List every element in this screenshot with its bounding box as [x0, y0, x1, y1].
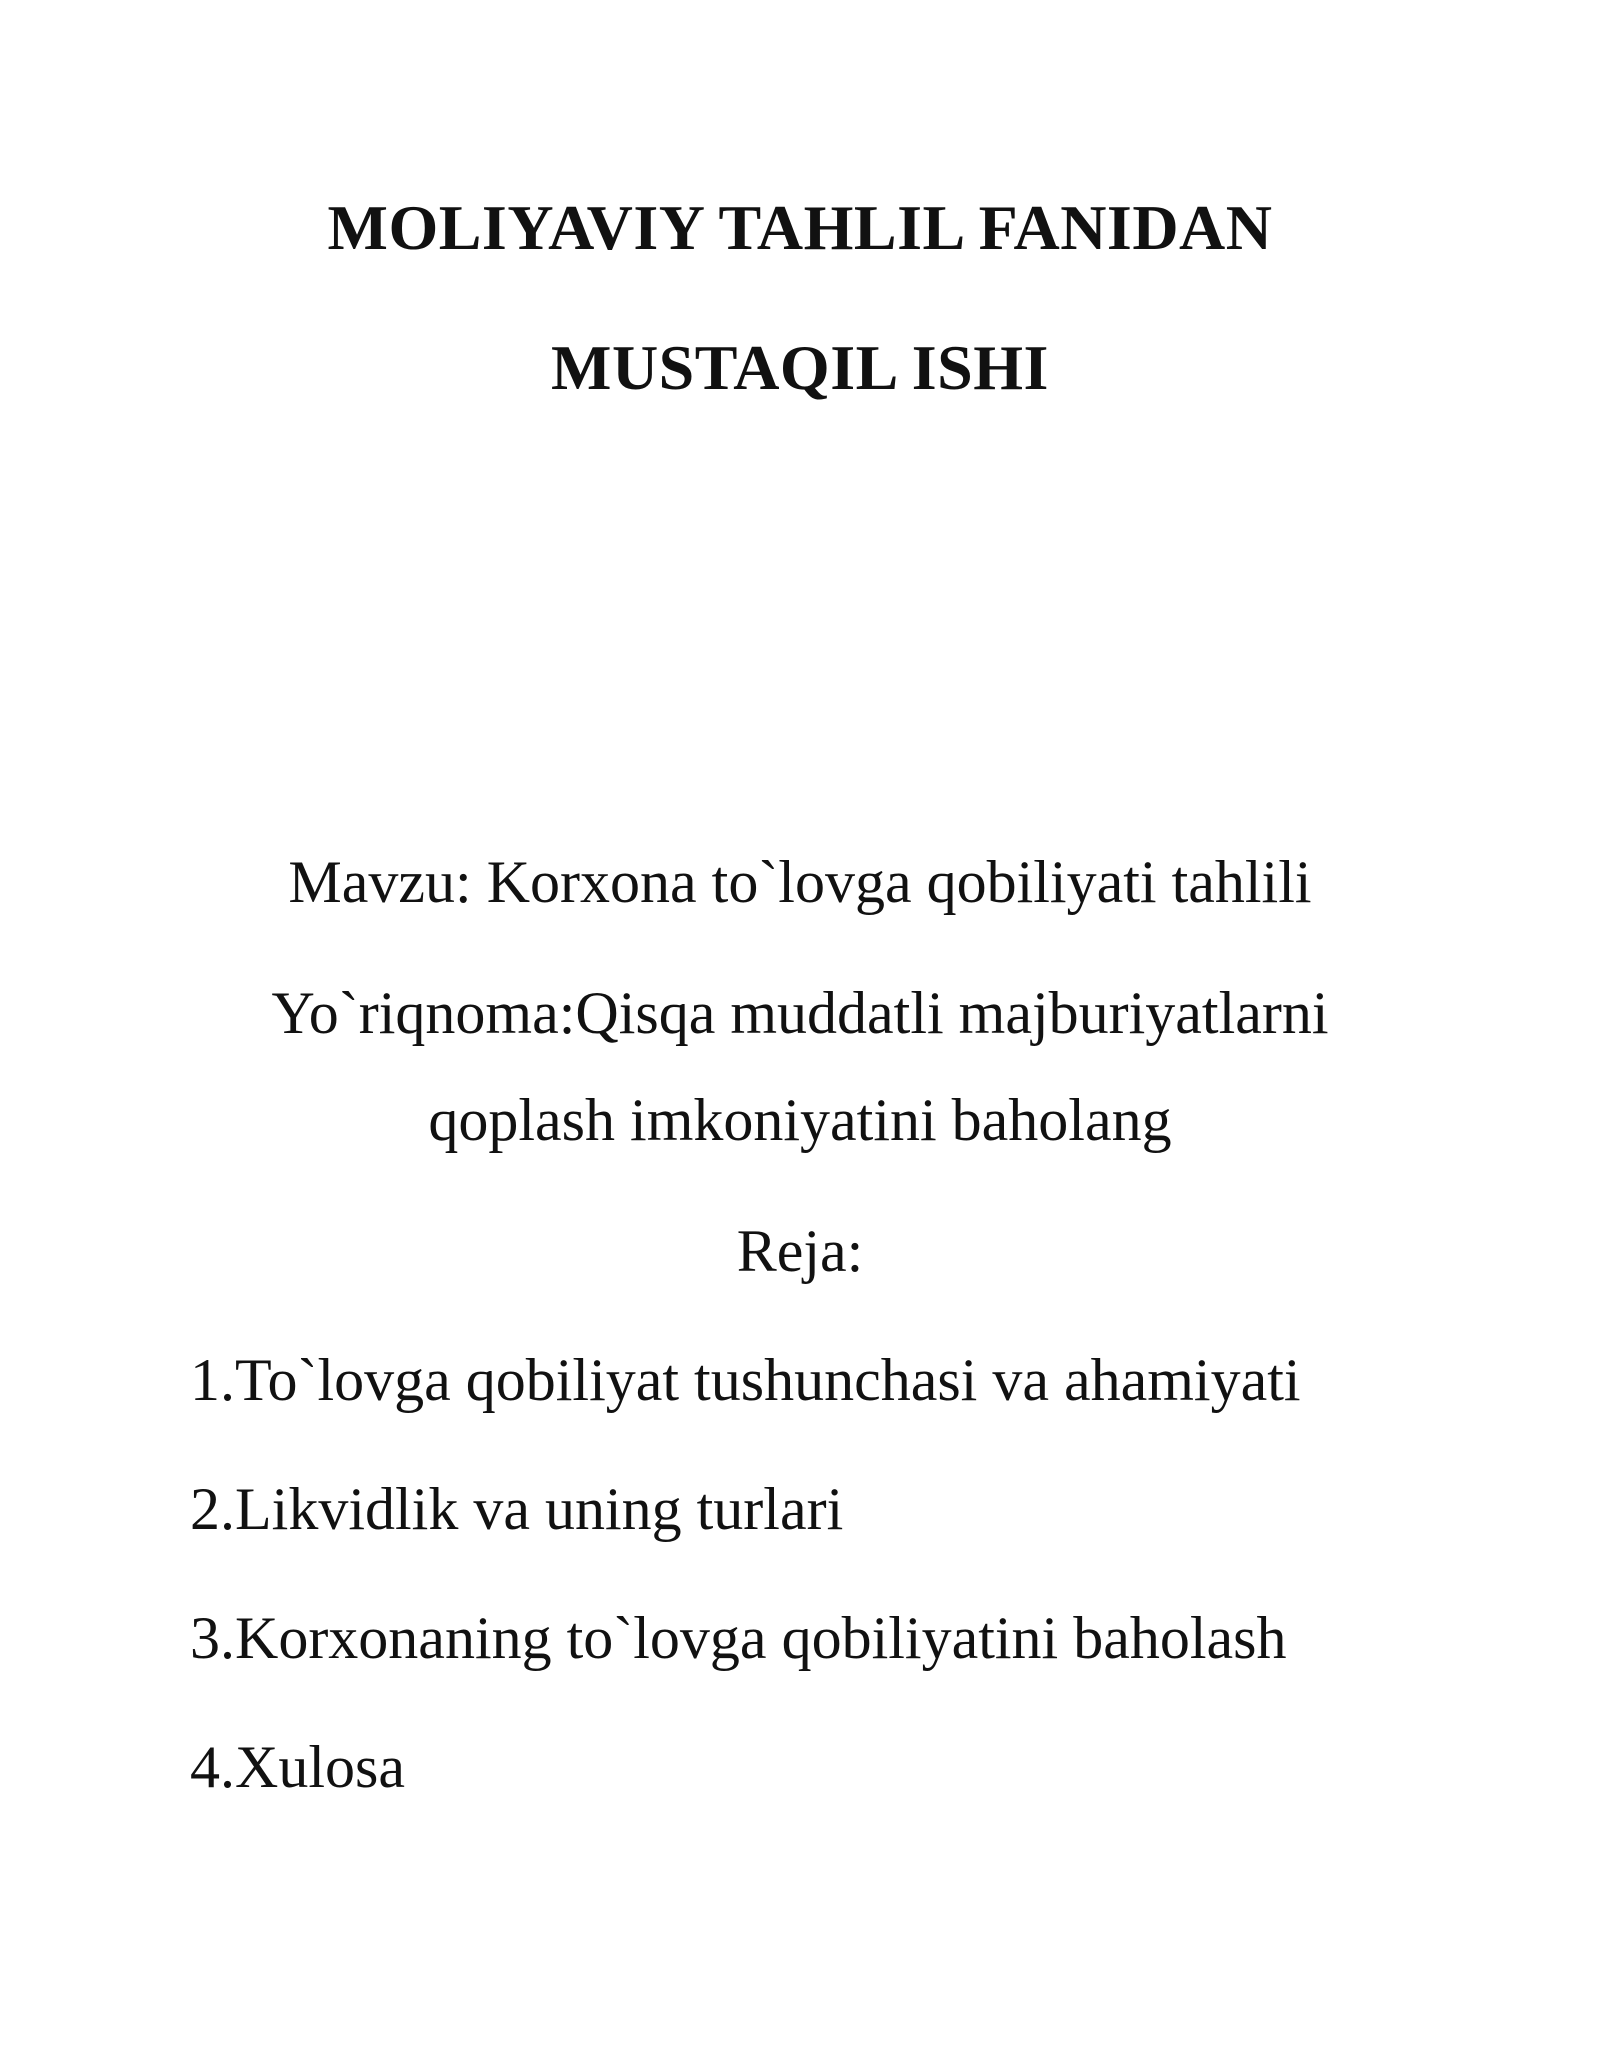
plan-list-item: 1.To`lovga qobiliyat tushunchasi va ahamiyati	[190, 1347, 1301, 1413]
instruction-text-line-2: qoplash imkoniyatini baholang	[428, 1087, 1172, 1153]
plan-heading: Reja:	[736, 1218, 864, 1284]
topic-text: Mavzu: Korxona to`lovga qobiliyati tahlili	[288, 849, 1312, 915]
document-title-line-1: MOLIYAVIY TAHLIL FANIDAN	[327, 192, 1273, 263]
instruction-text-line-1: Yo`riqnoma:Qisqa muddatli majburiyatlarni	[271, 980, 1329, 1046]
document-title-line-2: MUSTAQIL ISHI	[551, 332, 1049, 403]
plan-list-item: 2.Likvidlik va uning turlari	[190, 1476, 844, 1542]
plan-list-item: 3.Korxonaning to`lovga qobiliyatini baholash	[190, 1605, 1287, 1671]
plan-list-item: 4.Xulosa	[190, 1734, 405, 1800]
